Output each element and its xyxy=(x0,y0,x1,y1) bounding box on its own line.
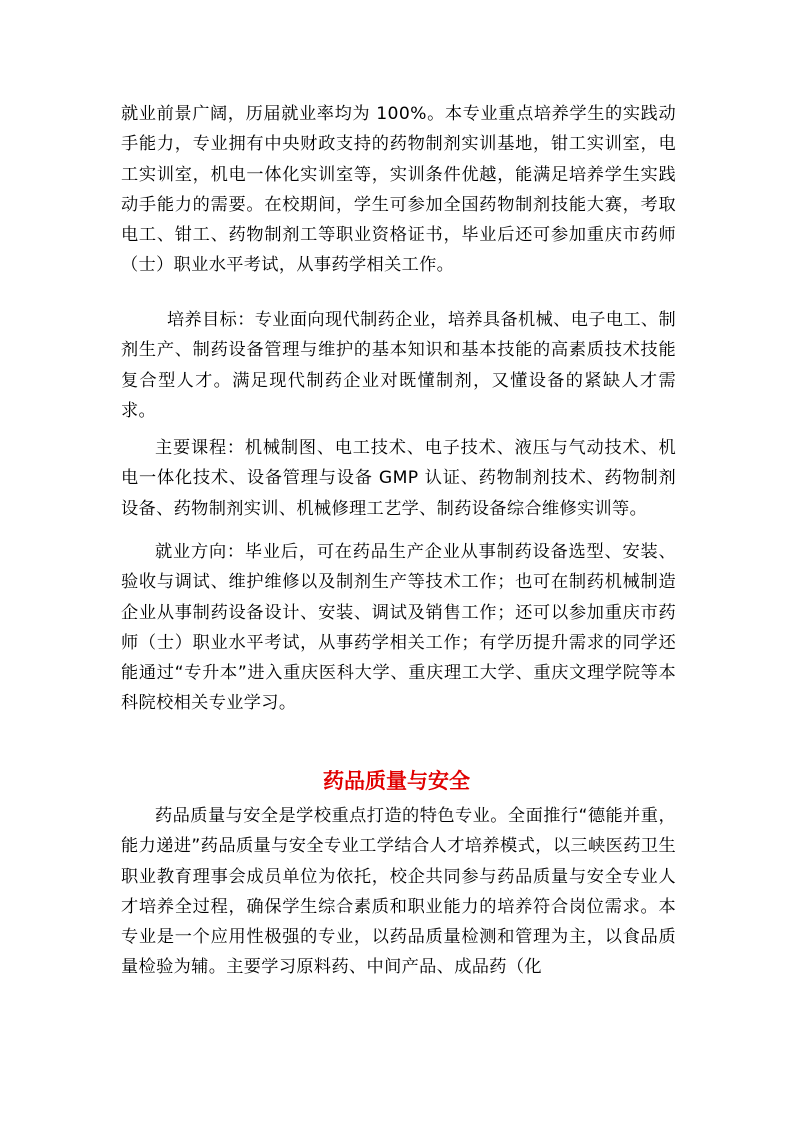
paragraph-main-courses: 主要课程：机械制图、电工技术、电子技术、液压与气动技术、机电一体化技术、设备管理与设备 GMP 认证、药物制剂技术、药物制剂设备、药物制剂实训、机械修理工艺学、制药设备综合维修实训等。 xyxy=(121,438,676,519)
section-title: 药品质量与安全 xyxy=(323,768,470,793)
paragraph-career-direction: 就业方向：毕业后，可在药品生产企业从事制药设备选型、安装、验收与调试、维护维修以及制剂生产等技术工作；也可在制药机械制造企业从事制药设备设计、安装、调试及销售工作；还可以参加重庆市药师（士）职业水平考试，从事药学相关工作；有学历提升需求的同学还能通过“专升本”进入重庆医科大学、重庆理工大学、重庆文理学院等本科院校相关专业学习。 xyxy=(121,542,676,714)
paragraph-employment-outlook: 就业前景广阔，历届就业率均为 100%。本专业重点培养学生的实践动手能力，专业拥有中央财政支持的药物制剂实训基地，钳工实训室，电工实训室，机电一体化实训室等，实训条件优越，能满足培养学生实践动手能力的需要。在校期间，学生可参加全国药物制剂技能大赛，考取电工、钳工、药物制剂工等职业资格证书，毕业后还可参加重庆市药师（士）职业水平考试，从事药学相关工作。 xyxy=(121,104,676,276)
paragraph-training-goal: 培养目标：专业面向现代制药企业，培养具备机械、电子电工、制剂生产、制药设备管理与维护的基本知识和基本技能的高素质技术技能复合型人才。满足现代制药企业对既懂制剂，又懂设备的紧缺人才需求。 xyxy=(121,310,676,421)
paragraph-section-intro: 药品质量与安全是学校重点打造的特色专业。全面推行“德能并重，能力递进”药品质量与安全专业工学结合人才培养模式，以三峡医药卫生职业教育理事会成员单位为依托，校企共同参与药品质量与安全专业人才培养全过程，确保学生综合素质和职业能力的培养符合岗位需求。本专业是一个应用性极强的专业，以药品质量检测和管理为主，以食品质量检验为辅。主要学习原料药、中间产品、成品药（化 xyxy=(121,806,676,978)
